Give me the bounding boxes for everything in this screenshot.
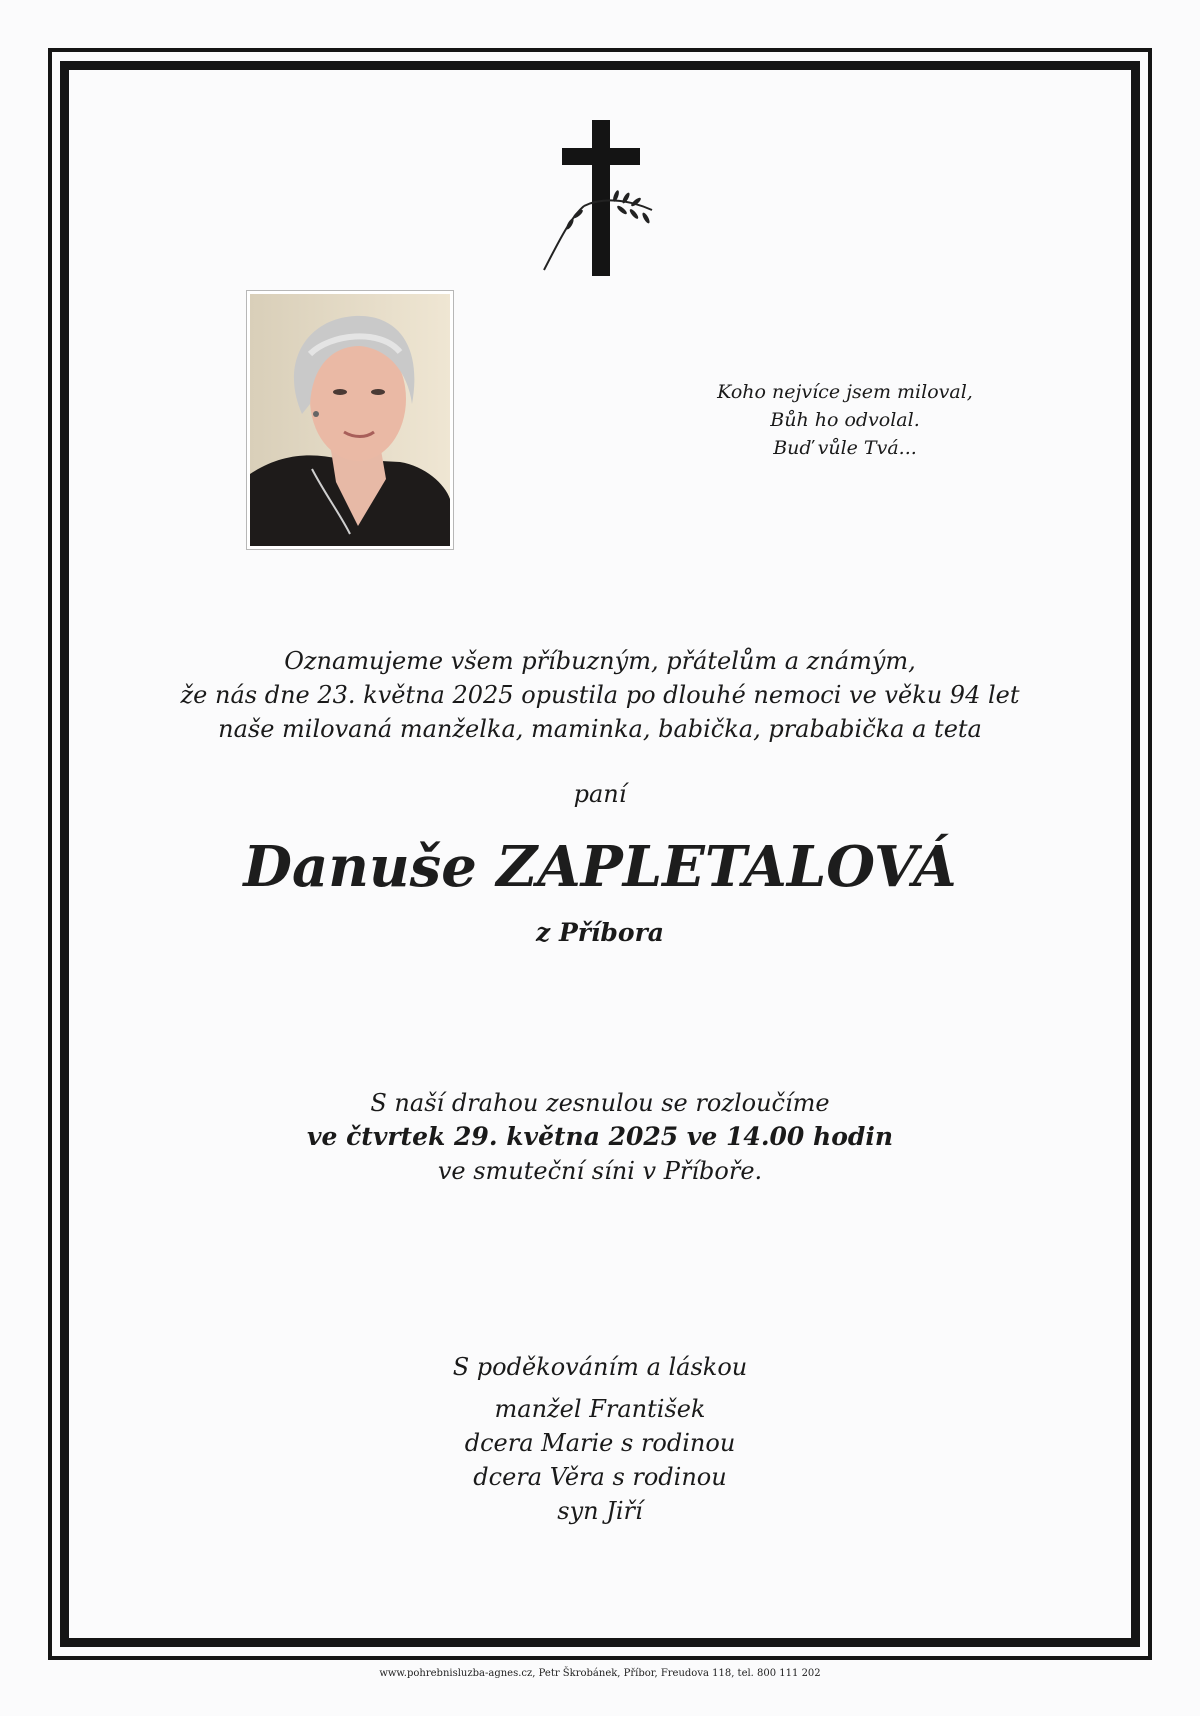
announcement-line: Oznamujeme všem příbuzným, přátelům a známým, bbox=[284, 647, 916, 675]
farewell-datetime: ve čtvrtek 29. května 2025 ve 14.00 hodin bbox=[306, 1122, 894, 1151]
portrait-image bbox=[250, 294, 450, 546]
announcement-line: že nás dne 23. května 2025 opustila po dlouhé nemoci ve věku 94 let bbox=[180, 681, 1020, 709]
deceased-origin: z Příbora bbox=[536, 918, 664, 947]
quote-line: Bůh ho odvolal. bbox=[770, 409, 920, 431]
farewell-intro: S naší drahou zesnulou se rozloučíme bbox=[370, 1089, 830, 1117]
honorific: paní bbox=[573, 780, 627, 808]
farewell-details bbox=[150, 1086, 1050, 1188]
portrait-photo bbox=[246, 290, 454, 550]
farewell-place: ve smuteční síni v Příboře. bbox=[437, 1157, 763, 1185]
family-signature bbox=[250, 1350, 950, 1528]
funeral-service-footer: www.pohrebnisluzba-agnes.cz, Petr Škrobánek, Příbor, Freudova 118, tel. 800 111 202 bbox=[379, 1668, 821, 1679]
family-member: dcera Věra s rodinou bbox=[473, 1463, 727, 1491]
memorial-quote bbox=[680, 378, 1010, 462]
announcement-text bbox=[150, 644, 1050, 746]
announcement-line: naše milovaná manželka, maminka, babička, prababička a teta bbox=[218, 715, 982, 743]
quote-line: Buď vůle Tvá... bbox=[773, 437, 917, 459]
cross-with-branch-icon bbox=[540, 118, 670, 278]
family-member: syn Jiří bbox=[557, 1497, 643, 1525]
deceased-name: Danuše ZAPLETALOVÁ bbox=[243, 834, 957, 900]
thanks-heading: S poděkováním a láskou bbox=[452, 1353, 748, 1381]
family-member: manžel František bbox=[494, 1395, 706, 1423]
quote-line: Koho nejvíce jsem miloval, bbox=[717, 381, 973, 403]
family-member: dcera Marie s rodinou bbox=[464, 1429, 736, 1457]
